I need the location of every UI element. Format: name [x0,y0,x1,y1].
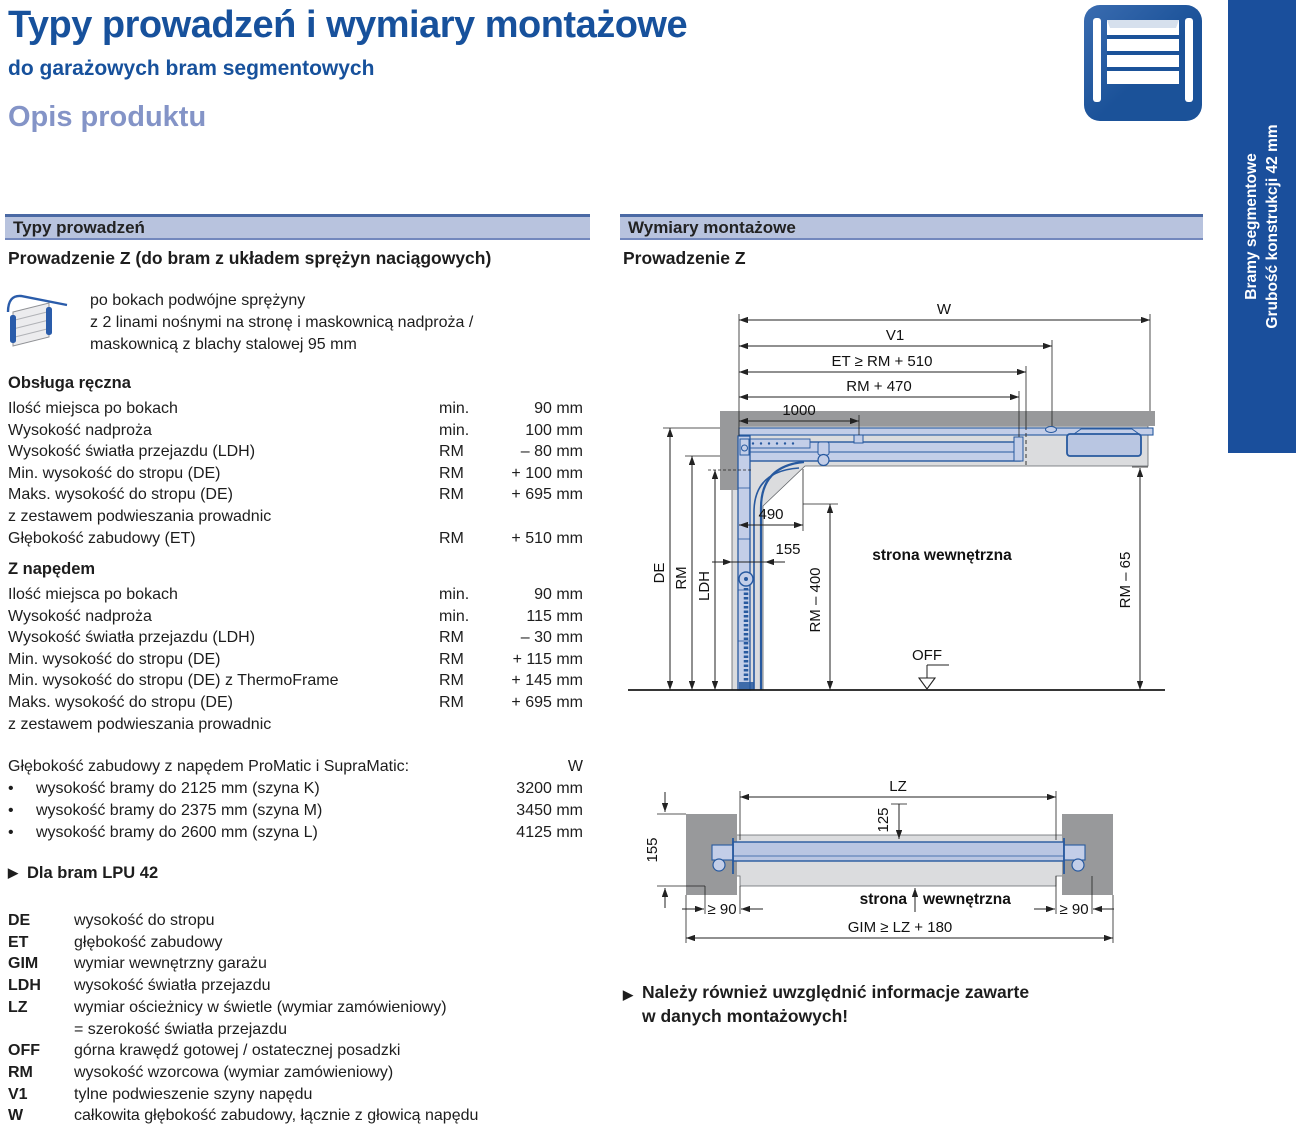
intro-text [90,290,473,356]
dim-label-ge90-left: ≥ 90 [707,901,737,918]
inner-side-label-a: strona [859,891,907,908]
legend-row: = szerokość światła przejazdu [74,1020,287,1038]
dim-label-rm400: RM – 400 [807,567,824,633]
table-row: Min. wysokość do stropu (DE) RM + 100 mm [8,464,583,482]
cable-bracket [818,442,829,455]
door-track-z-icon [5,288,75,355]
dim-label-490: 490 [758,506,784,523]
dim-label-rm470: RM + 470 [846,378,912,395]
intro-line: z 2 linami nośnymi na stronę i maskownicą nadproża / [90,314,474,331]
door-panel-plan [733,842,1064,861]
note-line2: w danych montażowych! [642,1006,849,1026]
pointer-triangle-icon: ▶ [8,865,18,880]
manual-table [8,398,583,549]
section-heading: Opis produktu [8,101,207,133]
table-row: Wysokość światła przejazdu (LDH) RM – 30 mm [8,629,583,647]
inner-side-label: strona wewnętrzna [872,547,1012,564]
right-column [620,214,1205,1124]
sidebar-label [1228,0,1296,453]
legend-row: LDH wysokość światła przejazdu [8,977,271,995]
legend-row: OFF górna krawędź gotowej / ostatecznej posadzki [8,1042,401,1060]
dim-label-lz: LZ [889,778,907,795]
table-row: z zestawem podwieszania prowadnic [8,507,272,525]
dim-label-w: W [936,301,952,318]
side-view-diagram [620,288,1205,713]
table-row: Głębokość zabudowy (ET) RM + 510 mm [8,529,583,547]
dim-label-1000: 1000 [782,402,816,419]
left-subheading: Prowadzenie Z (do bram z układem sprężyn naciągowych) [8,248,492,268]
dim-label-de: DE [651,562,668,584]
suspension-point [1046,427,1057,433]
sidebar-line1: Bramy segmentowe [1243,153,1260,300]
table-row: Wysokość nadproża min. 115 mm [8,607,583,625]
right-section-bar: Wymiary montażowe [620,214,1203,240]
table-row: Min. wysokość do stropu (DE) z ThermoFrame RM + 145 mm [8,672,583,690]
legend-row: LZ wymiar ościeżnicy w świetle (wymiar zamówieniowy) [8,998,447,1016]
left-section-bar: Typy prowadzeń [5,214,590,240]
legend-row: GIM wymiar wewnętrzny garażu [8,955,267,973]
table-row: Wysokość nadproża min. 100 mm [8,421,583,439]
drive-depth-block [8,756,583,844]
list-item: • wysokość bramy do 2600 mm (szyna L) 4125 mm [8,824,583,841]
powered-section-title: Z napędem [8,560,96,578]
legend-row: RM wysokość wzorcowa (wymiar zamówieniowy) [8,1063,394,1081]
table-row: Maks. wysokość do stropu (DE) RM + 695 mm [8,486,583,504]
operator-head [1067,434,1141,456]
inner-side-label-b: wewnętrzna [923,891,1011,908]
plan-view-diagram [620,752,1205,962]
manual-section-title: Obsługa ręczna [8,374,131,392]
dim-label-ge90-right: ≥ 90 [1059,901,1089,918]
roller-bracket-left [712,845,733,860]
rail-hanger [854,435,863,443]
drive-depth-heading: Głębokość zabudowy z napędem ProMatic i SupraMatic: W [8,758,583,775]
right-subheading: Prowadzenie Z [623,248,746,268]
dim-label-v1: V1 [885,327,905,344]
legend-row: V1 tylne podwieszenie szyny napędu [8,1085,313,1103]
off-label: OFF [912,647,942,664]
sectional-door-icon [1083,4,1203,127]
sidebar-line2: Grubość konstrukcji 42 mm [1264,124,1281,329]
intro-line: maskownicą z blachy stalowej 95 mm [90,336,357,353]
lpu-note: ▶ Dla bram LPU 42 [8,864,159,882]
dim-label-ldh: LDH [696,570,713,602]
left-column [5,214,590,1124]
legend-row: ET głębokość zabudowy [8,933,223,951]
note-line1: Należy również uwzględnić informacje zawarte [642,982,1030,1002]
dim-label-155: 155 [775,541,801,558]
dim-label-155-plan: 155 [644,837,661,863]
rail-end-bracket [1014,437,1023,461]
table-row: Wysokość światła przejazdu (LDH) RM – 80 mm [8,443,583,461]
powered-table [8,584,583,735]
dim-label-rm65: RM – 65 [1117,551,1134,609]
table-row: z zestawem podwieszania prowadnic [8,715,272,733]
legend-row: DE wysokość do stropu [8,912,215,929]
page-subtitle: do garażowych bram segmentowych [8,57,375,80]
dim-label-gim: GIM ≥ LZ + 180 [847,919,953,936]
intro-line: po bokach podwójne sprężyny [90,292,306,309]
legend-list [8,910,583,1127]
pointer-triangle-icon: ▶ [623,987,633,1002]
page-title: Typy prowadzeń i wymiary montażowe [8,4,688,46]
dim-label-125: 125 [875,807,892,833]
table-row: Min. wysokość do stropu (DE) RM + 115 mm [8,650,583,668]
level-symbol [919,678,935,689]
dim-label-et: ET ≥ RM + 510 [831,353,933,370]
lintel [720,411,739,490]
table-row: Ilość miejsca po bokach min. 90 mm [8,400,583,417]
legend-row: W całkowita głębokość zabudowy, łącznie z głowicą napędu [8,1107,479,1125]
table-row: Ilość miejsca po bokach min. 90 mm [8,586,583,603]
list-item: • wysokość bramy do 2125 mm (szyna K) 3200 mm [8,780,583,797]
list-item: • wysokość bramy do 2375 mm (szyna M) 3450 mm [8,802,583,819]
table-row: Maks. wysokość do stropu (DE) RM + 695 mm [8,693,583,711]
roller-bracket-right [1064,845,1085,860]
installation-note [623,980,1029,1028]
dim-label-rm: RM [673,566,690,590]
